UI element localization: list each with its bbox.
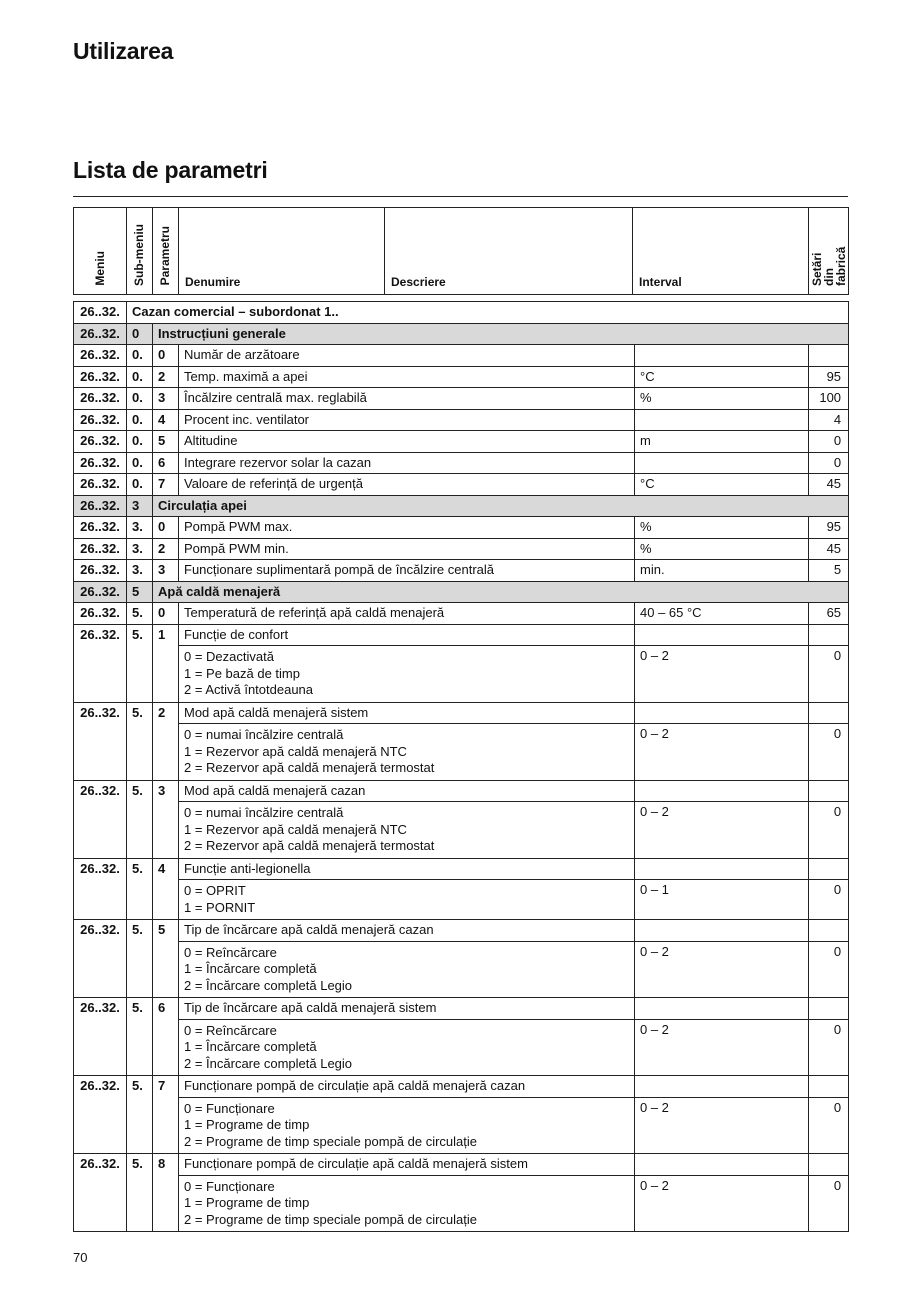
header-setari: Setări din fabrică — [809, 208, 849, 295]
section-title: Lista de parametri — [73, 157, 268, 183]
table-row: 26..32. 0. 6 Integrare rezervor solar la cazan 0 — [74, 452, 849, 474]
param-options: 0 = numai încălzire centrală 1 = Rezervor apă caldă menajeră NTC 2 = Rezervor apă caldă menajeră termostat — [179, 724, 635, 781]
options-row: 0 = Funcționare 1 = Programe de timp 2 = Programe de timp speciale pompă de circulație 0 – 2 0 — [74, 1097, 849, 1154]
header-submeniu: Sub-meniu — [127, 208, 153, 295]
table-row: 26..32. 5. 5 Tip de încărcare apă caldă menajeră cazan — [74, 920, 849, 942]
section-divider — [73, 196, 848, 197]
table-title: Cazan comercial – subordonat 1.. — [127, 302, 849, 324]
param-name: Temp. maximă a apei — [179, 366, 635, 388]
table-row: 26..32. 0. 2 Temp. maximă a apei °C 95 — [74, 366, 849, 388]
table-row: 26..32. 0. 5 Altitudine m 0 — [74, 431, 849, 453]
param-name: Tip de încărcare apă caldă menajeră cazan — [179, 920, 635, 942]
parameter-table — [73, 301, 849, 1232]
parameter-table-header — [73, 207, 849, 295]
section-label: Instrucțiuni generale — [153, 323, 849, 345]
param-name: Valoare de referință de urgență — [179, 474, 635, 496]
param-name: Pompă PWM min. — [179, 538, 635, 560]
table-row: 26..32. 3. 3 Funcționare suplimentară pompă de încălzire centrală min. 5 — [74, 560, 849, 582]
section-label: Circulația apei — [153, 495, 849, 517]
param-options: 0 = Reîncărcare 1 = Încărcare completă 2 = Încărcare completă Legio — [179, 1019, 635, 1076]
param-options: 0 = numai încălzire centrală 1 = Rezervor apă caldă menajeră NTC 2 = Rezervor apă caldă menajeră termostat — [179, 802, 635, 859]
header-descriere: Descriere — [385, 208, 633, 295]
param-name: Număr de arzătoare — [179, 345, 635, 367]
options-row: 0 = Dezactivată 1 = Pe bază de timp 2 = Activă întotdeauna 0 – 2 0 — [74, 646, 849, 703]
options-row: 0 = Reîncărcare 1 = Încărcare completă 2 = Încărcare completă Legio 0 – 2 0 — [74, 1019, 849, 1076]
param-options: 0 = Dezactivată 1 = Pe bază de timp 2 = Activă întotdeauna — [179, 646, 635, 703]
table-row: 26..32. 5. 6 Tip de încărcare apă caldă menajeră sistem — [74, 998, 849, 1020]
param-name: Încălzire centrală max. reglabilă — [179, 388, 635, 410]
param-name: Integrare rezervor solar la cazan — [179, 452, 635, 474]
table-row: 26..32. 5. 1 Funcție de confort — [74, 624, 849, 646]
options-row: 0 = Reîncărcare 1 = Încărcare completă 2 = Încărcare completă Legio 0 – 2 0 — [74, 941, 849, 998]
table-row: 26..32. 5. 7 Funcționare pompă de circulație apă caldă menajeră cazan — [74, 1076, 849, 1098]
options-row: 0 = numai încălzire centrală 1 = Rezervor apă caldă menajeră NTC 2 = Rezervor apă caldă menajeră termostat 0 – 2 0 — [74, 724, 849, 781]
table-row: 26..32. 0. 7 Valoare de referință de urgență °C 45 — [74, 474, 849, 496]
section-row: 26..32. 0 Instrucțiuni generale — [74, 323, 849, 345]
param-name: Funcționare pompă de circulație apă caldă menajeră cazan — [179, 1076, 635, 1098]
options-row: 0 = Funcționare 1 = Programe de timp 2 = Programe de timp speciale pompă de circulație 0 – 2 0 — [74, 1175, 849, 1232]
param-options: 0 = Reîncărcare 1 = Încărcare completă 2 = Încărcare completă Legio — [179, 941, 635, 998]
table-row: 26..32. 5. 8 Funcționare pompă de circulație apă caldă menajeră sistem — [74, 1154, 849, 1176]
header-parametru: Parametru — [153, 208, 179, 295]
param-name: Funcționare suplimentară pompă de încălzire centrală — [179, 560, 635, 582]
param-name: Tip de încărcare apă caldă menajeră sistem — [179, 998, 635, 1020]
param-name: Mod apă caldă menajeră sistem — [179, 702, 635, 724]
table-row: 26..32. Cazan comercial – subordonat 1.. — [74, 302, 849, 324]
param-name: Funcție de confort — [179, 624, 635, 646]
section-row: 26..32. 5 Apă caldă menajeră — [74, 581, 849, 603]
options-row: 0 = OPRIT 1 = PORNIT 0 – 1 0 — [74, 880, 849, 920]
param-name: Pompă PWM max. — [179, 517, 635, 539]
page-number: 70 — [73, 1250, 88, 1265]
table-row: 26..32. 5. 0 Temperatură de referință apă caldă menajeră 40 – 65 °C 65 — [74, 603, 849, 625]
table-row: 26..32. 0. 4 Procent inc. ventilator 4 — [74, 409, 849, 431]
header-interval: Interval — [633, 208, 809, 295]
section-label: Apă caldă menajeră — [153, 581, 849, 603]
table-row: 26..32. 0. 0 Număr de arzătoare — [74, 345, 849, 367]
param-options: 0 = Funcționare 1 = Programe de timp 2 = Programe de timp speciale pompă de circulație — [179, 1175, 635, 1232]
table-row: 26..32. 5. 4 Funcție anti-legionella — [74, 858, 849, 880]
param-options: 0 = OPRIT 1 = PORNIT — [179, 880, 635, 920]
table-row: 26..32. 5. 2 Mod apă caldă menajeră sistem — [74, 702, 849, 724]
param-name: Funcție anti-legionella — [179, 858, 635, 880]
section-row: 26..32. 3 Circulația apei — [74, 495, 849, 517]
table-row: 26..32. 3. 2 Pompă PWM min. % 45 — [74, 538, 849, 560]
param-options: 0 = Funcționare 1 = Programe de timp 2 = Programe de timp speciale pompă de circulație — [179, 1097, 635, 1154]
header-meniu: Meniu — [74, 208, 127, 295]
table-row: 26..32. 0. 3 Încălzire centrală max. reglabilă % 100 — [74, 388, 849, 410]
options-row: 0 = numai încălzire centrală 1 = Rezervor apă caldă menajeră NTC 2 = Rezervor apă caldă menajeră termostat 0 – 2 0 — [74, 802, 849, 859]
param-name: Mod apă caldă menajeră cazan — [179, 780, 635, 802]
table-row: 26..32. 3. 0 Pompă PWM max. % 95 — [74, 517, 849, 539]
page-title: Utilizarea — [73, 38, 174, 64]
param-name: Funcționare pompă de circulație apă caldă menajeră sistem — [179, 1154, 635, 1176]
param-name: Altitudine — [179, 431, 635, 453]
header-denumire: Denumire — [179, 208, 385, 295]
table-row: 26..32. 5. 3 Mod apă caldă menajeră cazan — [74, 780, 849, 802]
param-name: Procent inc. ventilator — [179, 409, 635, 431]
param-name: Temperatură de referință apă caldă menajeră — [179, 603, 635, 625]
